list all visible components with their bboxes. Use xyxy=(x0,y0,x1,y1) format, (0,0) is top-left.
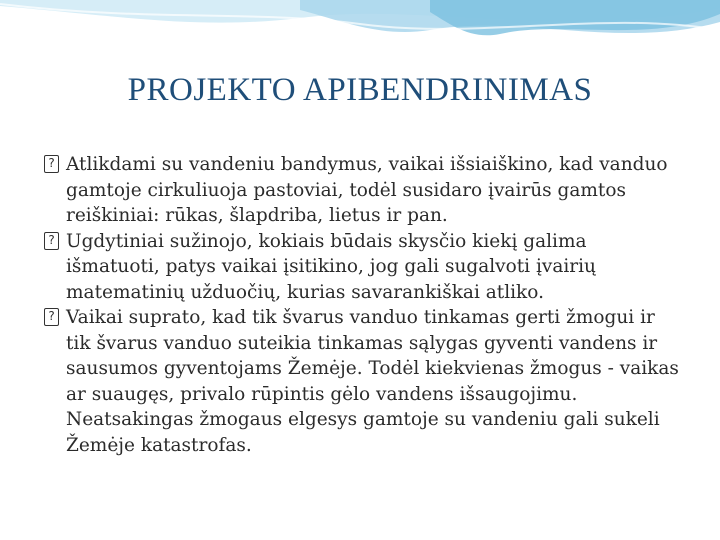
paragraph-text: Atlikdami su vandeniu bandymus, vaikai išsiaiškino, kad vanduo gamtoje cirkuliuoja pastoviai, todėl susidaro įvairūs gamtos reiškiniai: rūkas, šlapdriba, lietus ir pan. xyxy=(66,154,668,226)
paragraph-3 xyxy=(44,305,684,458)
paragraph-1 xyxy=(44,152,684,229)
slide-title: PROJEKTO APIBENDRINIMAS xyxy=(127,72,593,108)
missing-glyph-bullet-icon: ? xyxy=(44,308,59,326)
paragraph-text: Ugdytiniai sužinojo, kokiais būdais skysčio kiekį galima išmatuoti, patys vaikai įsitikino, jog gali sugalvoti įvairių matematinių užduočių, kurias savarankiškai atliko. xyxy=(66,230,596,303)
paragraph-text: Vaikai suprato, kad tik švarus vanduo tinkamas gerti žmogui ir tik švarus vanduo suteikia tinkamas sąlygas gyventi vandens ir sausumos gyventojams Žemėje. Todėl kiekvienas žmogus - vaikas ar suaugęs, privalo rūpintis gėlo vandens išsaugojimu. Neatsakingas žmogaus elgesys gamtoje su vandeniu gali sukeli Žemėje katastrofas. xyxy=(66,307,679,456)
slide-body xyxy=(44,152,684,458)
paragraph-2 xyxy=(44,229,684,306)
missing-glyph-bullet-icon: ? xyxy=(44,155,59,173)
missing-glyph-bullet-icon: ? xyxy=(44,232,59,250)
decorative-wave-banner xyxy=(0,0,720,60)
